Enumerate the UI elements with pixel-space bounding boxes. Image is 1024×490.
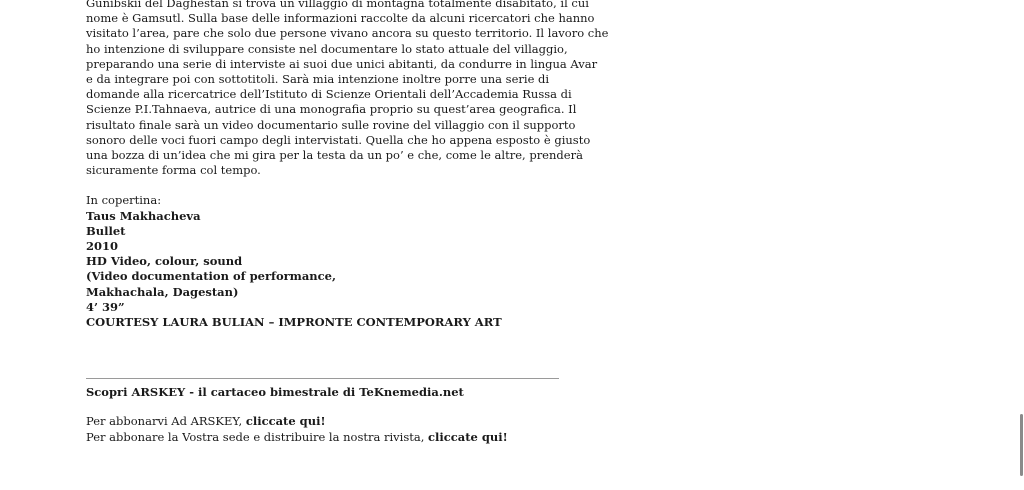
caption-label: In copertina:: [86, 193, 162, 208]
subscribe-text: Per abbonare la Vostra sede e distribuire la nostra rivista,: [86, 429, 429, 444]
paragraph-line: sicuramente forma col tempo.: [86, 163, 261, 178]
paragraph-line: preparando una serie di interviste ai suoi due unici abitanti, da condurre in lingua Avar: [86, 56, 598, 71]
paragraph-line: Gunibskii del Daghestan si trova un villaggio di montagna totalmente disabitato, il cui: [86, 0, 589, 10]
subscribe-block: [86, 414, 508, 445]
caption-location: Makhachala, Dagestan): [86, 284, 239, 299]
caption-duration: 4’ 39”: [86, 299, 125, 314]
cover-caption: [86, 193, 566, 330]
caption-medium: HD Video, colour, sound: [86, 254, 243, 269]
paragraph-line: domande alla ricercatrice dell’Istituto di Scienze Orientali dell’Accademia Russa di: [86, 87, 572, 102]
subscribe-row: [86, 430, 508, 446]
paragraph-line: Scienze P.I.Tahnaeva, autrice di una monografia proprio su quest’area geografica. Il: [86, 102, 577, 117]
subscribe-row: [86, 414, 508, 430]
paragraph-line: sonoro delle voci fuori campo degli intervistati. Quella che ho appena esposto è giusto: [86, 132, 591, 147]
subscribe-text: Per abbonarvi Ad ARSKEY,: [86, 414, 246, 428]
scrollbar-thumb[interactable]: [1020, 414, 1023, 476]
paragraph-line: una bozza di un’idea che mi gira per la testa da un po’ e che, come le altre, prenderà: [86, 148, 583, 163]
subscribe-venue-link[interactable]: cliccate qui!: [428, 429, 508, 444]
promo-title: Scopri ARSKEY - il cartaceo bimestrale di TeKnemedia.net: [86, 385, 464, 399]
spacer: [86, 178, 566, 193]
article-body: [86, 0, 609, 330]
paragraph-line: ho intenzione di sviluppare consiste nel documentare lo stato attuale del villaggio,: [86, 41, 568, 56]
article-paragraph: [86, 0, 609, 178]
caption-year: 2010: [86, 239, 119, 254]
subscribe-arskey-link[interactable]: cliccate qui!: [245, 414, 326, 428]
caption-artist: Taus Makhacheva: [86, 208, 201, 223]
caption-title: Bullet: [86, 223, 126, 238]
paragraph-line: e da integrare poi con sottotitoli. Sarà mia intenzione inoltre porre una serie di: [86, 72, 550, 87]
caption-courtesy: COURTESY LAURA BULIAN – IMPRONTE CONTEMPORARY ART: [86, 315, 502, 330]
paragraph-line: visitato l’area, pare che solo due persone vivano ancora su questo territorio. Il lavoro che: [86, 26, 609, 41]
paragraph-line: nome è Gamsutl. Sulla base delle informazioni raccolte da alcuni ricercatori che hanno: [86, 11, 595, 26]
paragraph-line: risultato finale sarà un video documentario sulle rovine del villaggio con il supporto: [86, 117, 576, 132]
caption-note: (Video documentation of performance,: [86, 269, 336, 284]
page-scrollbar[interactable]: [1018, 0, 1024, 490]
section-divider: [86, 378, 559, 379]
